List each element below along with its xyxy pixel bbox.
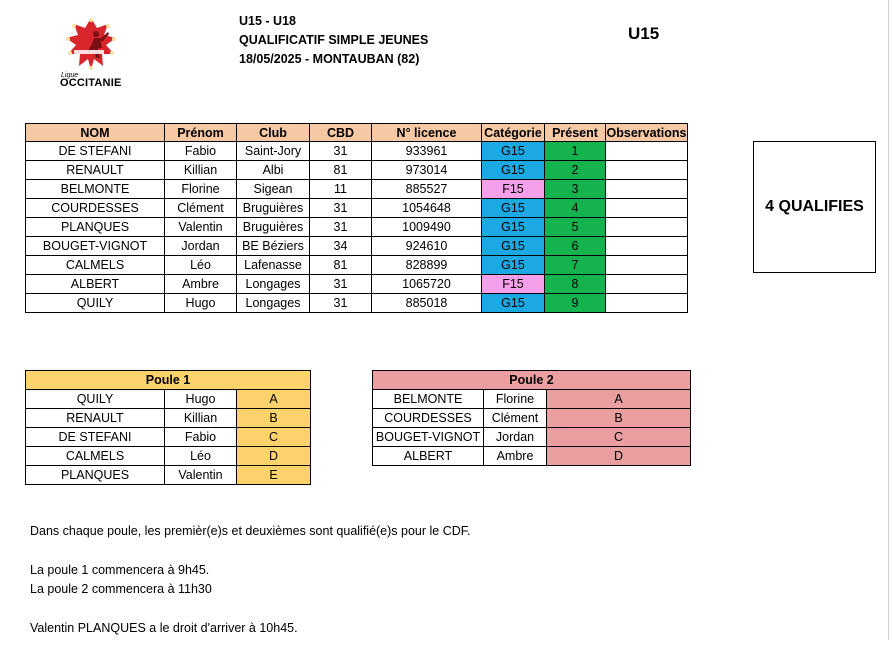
nom-cell: BOUGET-VIGNOT <box>26 237 165 256</box>
prenom-cell: Valentin <box>165 218 237 237</box>
present-cell: 5 <box>545 218 606 237</box>
players-table <box>25 123 688 313</box>
observations-cell <box>606 275 688 294</box>
cbd-cell: 34 <box>310 237 372 256</box>
prenom-cell: Florine <box>484 390 547 409</box>
nom-cell: DE STEFANI <box>26 428 165 447</box>
prenom-cell: Killian <box>165 409 237 428</box>
letter-cell: A <box>237 390 311 409</box>
licence-cell: 933961 <box>372 142 482 161</box>
categorie-cell: G15 <box>482 256 545 275</box>
cbd-cell: 31 <box>310 294 372 313</box>
nom-cell: COURDESSES <box>26 199 165 218</box>
prenom-cell: Léo <box>165 447 237 466</box>
licence-cell: 1054648 <box>372 199 482 218</box>
present-cell: 1 <box>545 142 606 161</box>
letter-cell: A <box>547 390 691 409</box>
column-header: Présent <box>545 124 606 142</box>
prenom-cell: Killian <box>165 161 237 180</box>
nom-cell: RENAULT <box>26 161 165 180</box>
letter-cell: D <box>237 447 311 466</box>
categorie-cell: G15 <box>482 199 545 218</box>
nom-cell: ALBERT <box>373 447 484 466</box>
categorie-cell: G15 <box>482 294 545 313</box>
prenom-cell: Ambre <box>165 275 237 294</box>
table-row <box>373 447 691 466</box>
prenom-cell: Jordan <box>484 428 547 447</box>
licence-cell: 924610 <box>372 237 482 256</box>
letter-cell: C <box>237 428 311 447</box>
letter-cell: B <box>237 409 311 428</box>
nom-cell: PLANQUES <box>26 466 165 485</box>
nom-cell: BELMONTE <box>26 180 165 199</box>
prenom-cell: Clément <box>165 199 237 218</box>
club-cell: Longages <box>237 294 310 313</box>
header-line-3: 18/05/2025 - MONTAUBAN (82) <box>239 52 420 66</box>
categorie-cell: G15 <box>482 237 545 256</box>
nom-cell: BOUGET-VIGNOT <box>373 428 484 447</box>
column-header: NOM <box>26 124 165 142</box>
observations-cell <box>606 256 688 275</box>
logo-name: OCCITANIE <box>60 77 122 89</box>
categorie-cell: G15 <box>482 142 545 161</box>
nom-cell: QUILY <box>26 294 165 313</box>
licence-cell: 1009490 <box>372 218 482 237</box>
nom-cell: ALBERT <box>26 275 165 294</box>
nom-cell: BELMONTE <box>373 390 484 409</box>
licence-cell: 885018 <box>372 294 482 313</box>
cbd-cell: 31 <box>310 199 372 218</box>
prenom-cell: Fabio <box>165 142 237 161</box>
note-poule-1-start: La poule 1 commencera à 9h45. <box>30 563 210 577</box>
table-row <box>26 466 311 485</box>
observations-cell <box>606 142 688 161</box>
club-cell: Longages <box>237 275 310 294</box>
categorie-cell: F15 <box>482 275 545 294</box>
poule-1-header-row <box>26 371 311 390</box>
poule-1-title: Poule 1 <box>26 371 311 390</box>
table-row <box>373 428 691 447</box>
cbd-cell: 81 <box>310 161 372 180</box>
header-line-2: QUALIFICATIF SIMPLE JEUNES <box>239 33 429 47</box>
note-late-arrival: Valentin PLANQUES a le droit d'arriver à 10h45. <box>30 621 298 635</box>
nom-cell: RENAULT <box>26 409 165 428</box>
column-header: CBD <box>310 124 372 142</box>
table-row <box>26 275 688 294</box>
cbd-cell: 31 <box>310 275 372 294</box>
prenom-cell: Hugo <box>165 294 237 313</box>
present-cell: 4 <box>545 199 606 218</box>
table-row <box>26 142 688 161</box>
categorie-cell: G15 <box>482 218 545 237</box>
column-header: Club <box>237 124 310 142</box>
column-header: N° licence <box>372 124 482 142</box>
table-row <box>373 409 691 428</box>
table-row <box>26 161 688 180</box>
cbd-cell: 81 <box>310 256 372 275</box>
note-poule-2-start: La poule 2 commencera à 11h30 <box>30 582 212 596</box>
licence-cell: 1065720 <box>372 275 482 294</box>
letter-cell: C <box>547 428 691 447</box>
nom-cell: COURDESSES <box>373 409 484 428</box>
licence-cell: 973014 <box>372 161 482 180</box>
note-qualification: Dans chaque poule, les premièr(e)s et deuxièmes sont qualifié(e)s pour le CDF. <box>30 524 471 538</box>
club-cell: BE Béziers <box>237 237 310 256</box>
cbd-cell: 31 <box>310 142 372 161</box>
prenom-cell: Jordan <box>165 237 237 256</box>
prenom-cell: Valentin <box>165 466 237 485</box>
categorie-cell: F15 <box>482 180 545 199</box>
present-cell: 9 <box>545 294 606 313</box>
letter-cell: B <box>547 409 691 428</box>
table-row <box>373 390 691 409</box>
nom-cell: CALMELS <box>26 256 165 275</box>
table-row <box>26 180 688 199</box>
table-row <box>26 447 311 466</box>
observations-cell <box>606 218 688 237</box>
document-header <box>239 12 428 69</box>
table-row <box>26 390 311 409</box>
club-cell: Saint-Jory <box>237 142 310 161</box>
prenom-cell: Florine <box>165 180 237 199</box>
observations-cell <box>606 180 688 199</box>
table-row <box>26 428 311 447</box>
nom-cell: CALMELS <box>26 447 165 466</box>
table-row <box>26 199 688 218</box>
table-row <box>26 294 688 313</box>
poule-2-table <box>372 370 691 466</box>
licence-cell: 828899 <box>372 256 482 275</box>
column-header: Catégorie <box>482 124 545 142</box>
present-cell: 3 <box>545 180 606 199</box>
table-row <box>26 237 688 256</box>
observations-cell <box>606 237 688 256</box>
players-table-header <box>26 124 688 142</box>
table-row <box>26 256 688 275</box>
poule-2-header-row <box>373 371 691 390</box>
observations-cell <box>606 294 688 313</box>
observations-cell <box>606 161 688 180</box>
cbd-cell: 11 <box>310 180 372 199</box>
letter-cell: D <box>547 447 691 466</box>
present-cell: 6 <box>545 237 606 256</box>
nom-cell: QUILY <box>26 390 165 409</box>
letter-cell: E <box>237 466 311 485</box>
club-cell: Bruguières <box>237 199 310 218</box>
poule-2-title: Poule 2 <box>373 371 691 390</box>
nom-cell: DE STEFANI <box>26 142 165 161</box>
table-row <box>26 409 311 428</box>
cbd-cell: 31 <box>310 218 372 237</box>
club-cell: Albi <box>237 161 310 180</box>
licence-cell: 885527 <box>372 180 482 199</box>
logo-ligue-label: Ligue <box>61 72 79 79</box>
club-cell: Sigean <box>237 180 310 199</box>
categorie-cell: G15 <box>482 161 545 180</box>
present-cell: 7 <box>545 256 606 275</box>
prenom-cell: Fabio <box>165 428 237 447</box>
present-cell: 8 <box>545 275 606 294</box>
poule-1-table <box>25 370 311 485</box>
column-header: Observations <box>606 125 687 140</box>
qualifies-box: 4 QUALIFIES <box>753 141 876 273</box>
prenom-cell: Clément <box>484 409 547 428</box>
prenom-cell: Ambre <box>484 447 547 466</box>
club-cell: Lafenasse <box>237 256 310 275</box>
page-edge-divider <box>888 0 889 640</box>
observations-cell <box>606 199 688 218</box>
table-row <box>26 218 688 237</box>
prenom-cell: Léo <box>165 256 237 275</box>
column-header: Prénom <box>165 124 237 142</box>
present-cell: 2 <box>545 161 606 180</box>
category-label: U15 <box>628 24 660 43</box>
nom-cell: PLANQUES <box>26 218 165 237</box>
prenom-cell: Hugo <box>165 390 237 409</box>
header-line-1: U15 - U18 <box>239 14 296 28</box>
club-cell: Bruguières <box>237 218 310 237</box>
